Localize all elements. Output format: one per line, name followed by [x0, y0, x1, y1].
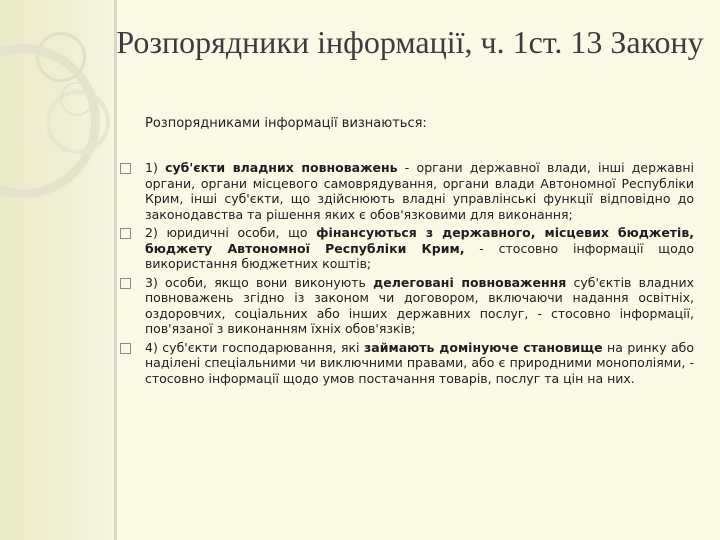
definition-list — [120, 160, 694, 389]
slide-title: Розпорядники інформації, ч. 1ст. 13 Закону — [116, 24, 704, 60]
list-item — [120, 340, 694, 387]
item-lead: 4) суб'єкти господарювання, які — [145, 339, 365, 355]
item-emphasis: суб'єкти владних повноважень — [165, 160, 398, 175]
item-lead: 1) — [145, 160, 166, 175]
sidebar-divider — [114, 0, 117, 540]
item-emphasis: фінансуються з державного, місцевих бюджетів, бюджету Автономної Республіки Крим, — [145, 225, 694, 256]
list-item — [120, 275, 694, 337]
square-bullet-icon — [120, 343, 131, 354]
square-bullet-icon — [120, 278, 131, 289]
item-lead: 2) юридичні особи, що — [145, 225, 317, 240]
decorative-ring — [60, 82, 94, 116]
list-item — [120, 225, 694, 272]
square-bullet-icon — [120, 163, 131, 174]
item-emphasis: делеговані повноваження — [373, 274, 567, 290]
item-lead: 3) особи, якщо вони виконують — [145, 274, 374, 290]
intro-text: Розпорядниками інформації визнаються: — [145, 116, 427, 131]
list-item — [120, 160, 694, 222]
square-bullet-icon — [120, 228, 131, 239]
item-rest: суб'єктів владних повноважень згідно із законом чи договором, включаючи надання освітніх, оздоровчих, соціальних або інших державних послуг, - стосовно інформації, пов'язаної з виконанням їхніх обов'язків; — [145, 274, 694, 336]
item-emphasis: займають домінуюче становище — [364, 339, 603, 355]
decorative-ring — [36, 32, 86, 82]
item-rest: на ринку або наділені спеціальними чи виключними правами, або є природними монополіями, - стосовно інформації щодо умов постачання товарів, послуг та цін на них. — [145, 339, 695, 386]
item-rest: - органи державної влади, інші державні органи, органи місцевого самоврядування, органи влади Автономної Республіки Крим, інші суб'єкти, що здійснюють владні управлінські функції відповідно до законодавства та рішення яких є обов'язковими для виконання; — [145, 160, 694, 222]
item-rest: - стосовно інформації щодо використання бюджетних коштів; — [145, 240, 695, 271]
